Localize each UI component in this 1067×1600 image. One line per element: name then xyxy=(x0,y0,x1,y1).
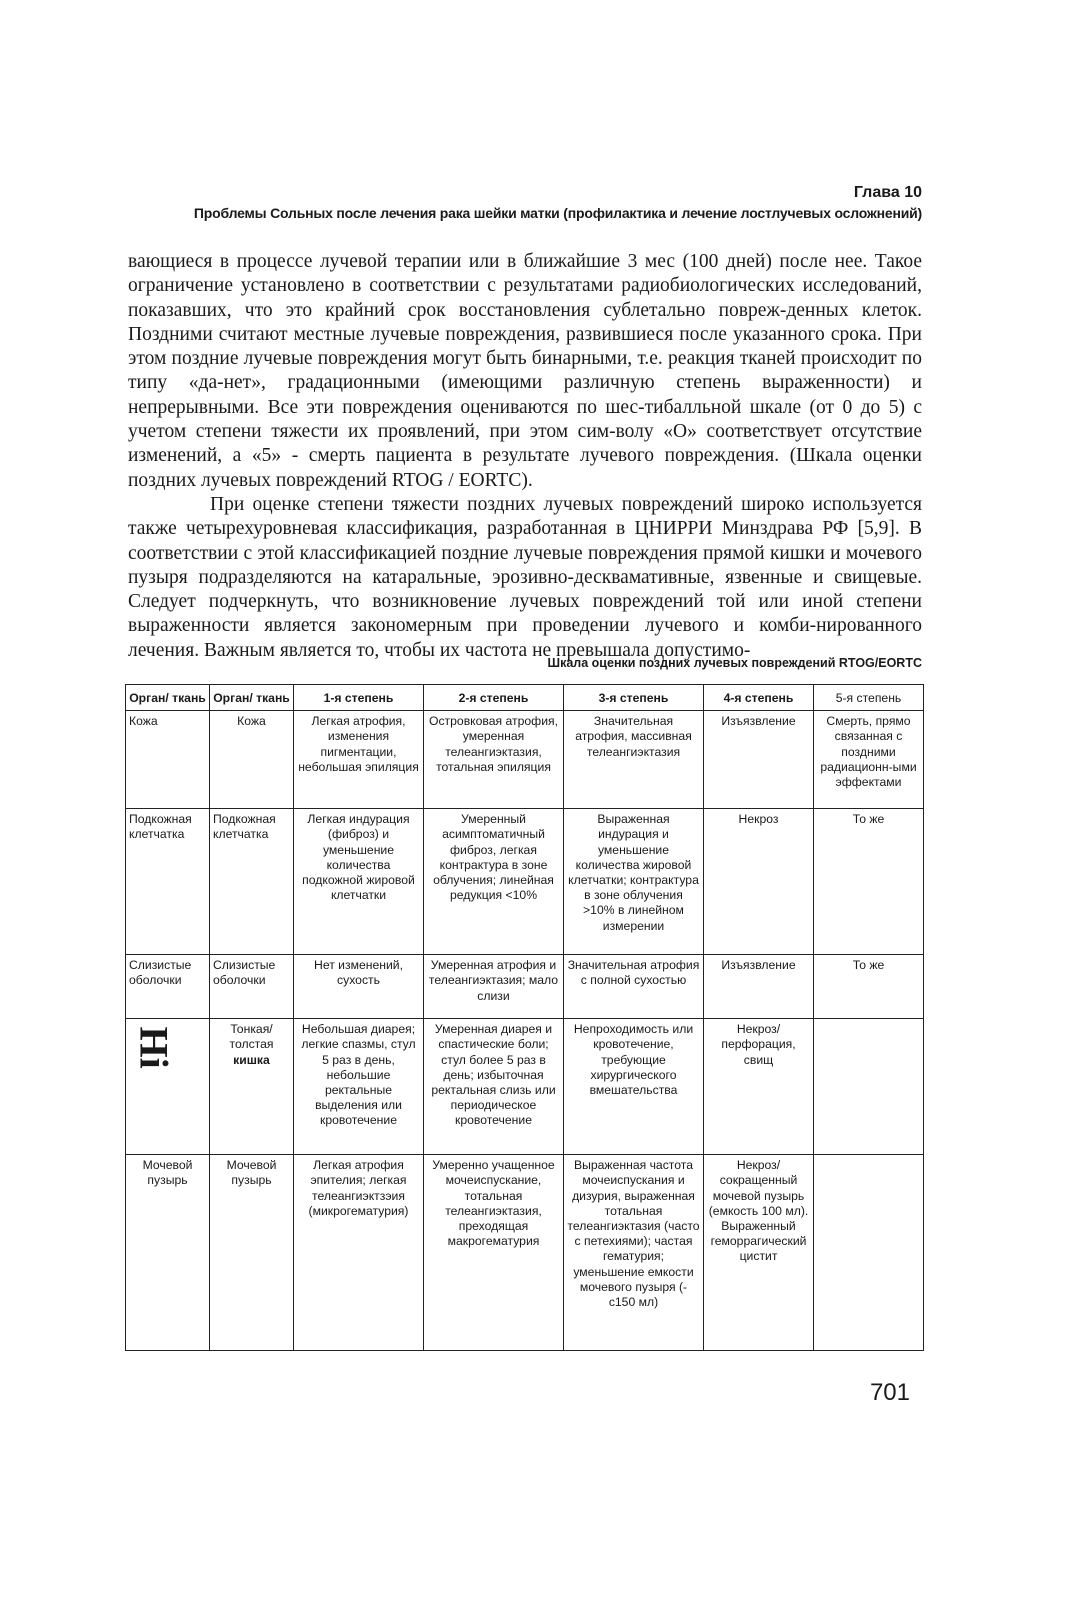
header-cell: Орган/ ткань xyxy=(126,685,210,711)
table-cell: Умеренная атрофия и телеангиэктазия; мало слизи xyxy=(424,955,564,1019)
table-cell: Непроходимость или кровотечение, требующие хирургического вмешательства xyxy=(564,1019,704,1155)
running-title: Проблемы Сольных после лечения рака шейки матки (профилактика и лечение лостлучевых осложнений) xyxy=(193,205,922,221)
table-cell: Подкожная клетчатка xyxy=(210,809,294,955)
table-cell: Изъязвление xyxy=(704,955,814,1019)
table-cell xyxy=(210,1019,294,1155)
table-cell: То же xyxy=(814,809,924,955)
table-cell: Слизистые оболочки xyxy=(126,955,210,1019)
table-cell: Островковая атрофия, умеренная телеангиэктазия, тотальная эпиляция xyxy=(424,711,564,809)
table-cell xyxy=(126,1019,210,1155)
header-cell: 4-я степень xyxy=(704,685,814,711)
table-row xyxy=(126,1019,924,1155)
table-cell: Слизистые оболочки xyxy=(210,955,294,1019)
table-cell: Умеренный асимптоматичный фиброз, легкая контрактура в зоне облучения; линейная редукция <10% xyxy=(424,809,564,955)
table-cell xyxy=(814,1155,924,1351)
header-cell: 3-я степень xyxy=(564,685,704,711)
running-header xyxy=(128,183,922,223)
page-number: 701 xyxy=(869,1379,910,1406)
cell-text: Тонкая/ толстая xyxy=(229,1022,274,1052)
table-cell: То же xyxy=(814,955,924,1019)
cell-text-bold: кишка xyxy=(233,1052,270,1067)
table-cell: Небольшая диарея; легкие спазмы, стул 5 раз в день, небольшие ректальные выделения или кровотечение xyxy=(294,1019,424,1155)
table-cell: Выраженная частота мочеиспускания и дизурия, выраженная тотальная телеангиэктазия (часто с петехиями); частая гематурия; уменьшение емкости мочевого пузыря (-с150 мл) xyxy=(564,1155,704,1351)
table-row xyxy=(126,711,924,809)
table-cell: Мочевой пузырь xyxy=(126,1155,210,1351)
table-row xyxy=(126,955,924,1019)
header-cell: 1-я степень xyxy=(294,685,424,711)
table-cell: Некроз xyxy=(704,809,814,955)
table-cell: Кожа xyxy=(126,711,210,809)
table-cell: Изъязвление xyxy=(704,711,814,809)
body-text xyxy=(128,250,922,663)
chapter-label: Глава 10 xyxy=(853,184,922,201)
paragraph: При оценке степени тяжести поздних лучевых повреждений широко используется также четырехуровневая классификация, разработанная в ЦНИРРИ Минздрава РФ [5,9]. В соответствии с этой классификацией поздние лучевые повреждения прямой кишки и мочевого пузыря подразделяются на катаральные, эрозивно-десквамативные, язвенные и свищевые. Следует подчеркнуть, что возникновение лучевых повреждений той или иной степени выраженности является закономерным при проведении лучевого и комби-нированного лечения. Важным является то, чтобы их частота не превышала допустимо- xyxy=(128,493,922,661)
table-cell: Смерть, прямо связанная с поздними радиационн-ыми эффектами xyxy=(814,711,924,809)
paragraph: вающиеся в процессе лучевой терапии или в ближайшие 3 мес (100 дней) после нее. Такое ограничение установлено в соответствии с результатами радиобиологических исследований, показавших, что это крайний срок восстановления сублетально повреж-денных клеток. Поздними считают местные лучевые повреждения, развившиеся после указанного срока. При этом поздние лучевые повреждения могут быть бинарными, т.е. реакция тканей происходит по типу «да-нет», градационными (имеющими различную степень выраженности) и непрерывными. Все эти повреждения оцениваются по шес-тибалльной шкале (от 0 до 5) с учетом степени тяжести их проявлений, при этом сим-волу «О» соответствует отсутствие изменений, а «5» - смерть пациента в результате лучевого повреждения. (Шкала оценки поздних лучевых повреждений RTOG / EORTC). xyxy=(128,251,922,491)
table-cell: Значительная атрофия с полной сухостью xyxy=(564,955,704,1019)
table-cell: Умеренная диарея и спастические боли; стул более 5 раз в день; избыточная ректальная слизь или периодическое кровотечение xyxy=(424,1019,564,1155)
table-row xyxy=(126,809,924,955)
table-cell: Легкая атрофия эпителия; легкая телеангиэктзэия (микрогематурия) xyxy=(294,1155,424,1351)
scan-artifact-mark: Hi xyxy=(131,1026,177,1069)
table-row xyxy=(126,1155,924,1351)
header-cell: 2-я степень xyxy=(424,685,564,711)
table-header-row xyxy=(126,685,924,711)
table-cell: Нет изменений, сухость xyxy=(294,955,424,1019)
table-cell: Некроз/ сокращенный мочевой пузырь (емкость 100 мл). Выраженный геморрагический цистит xyxy=(704,1155,814,1351)
table-cell: Выраженная индурация и уменьшение количества жировой клетчатки; контрактура в зоне облучения >10% в линейном измерении xyxy=(564,809,704,955)
table-cell xyxy=(814,1019,924,1155)
table-cell: Значительная атрофия, массивная телеангиэктазия xyxy=(564,711,704,809)
table-cell: Легкая индурация (фиброз) и уменьшение количества подкожной жировой клетчатки xyxy=(294,809,424,955)
header-cell: Орган/ ткань xyxy=(210,685,294,711)
rtog-scale-table xyxy=(125,684,924,1351)
table-cell: Мочевой пузырь xyxy=(210,1155,294,1351)
table-cell: Некроз/ перфорация, свищ xyxy=(704,1019,814,1155)
header-cell: 5-я степень xyxy=(814,685,924,711)
table-cell: Кожа xyxy=(210,711,294,809)
table-cell: Подкожная клетчатка xyxy=(126,809,210,955)
table-cell: Умеренно учащенное мочеиспускание, тотальная телеангиэктазия, преходящая макрогематурия xyxy=(424,1155,564,1351)
table-cell: Легкая атрофия, изменения пигментации, небольшая эпиляция xyxy=(294,711,424,809)
table-caption: Шкала оценки поздних лучевых повреждений RTOG/EORTC xyxy=(547,656,922,670)
